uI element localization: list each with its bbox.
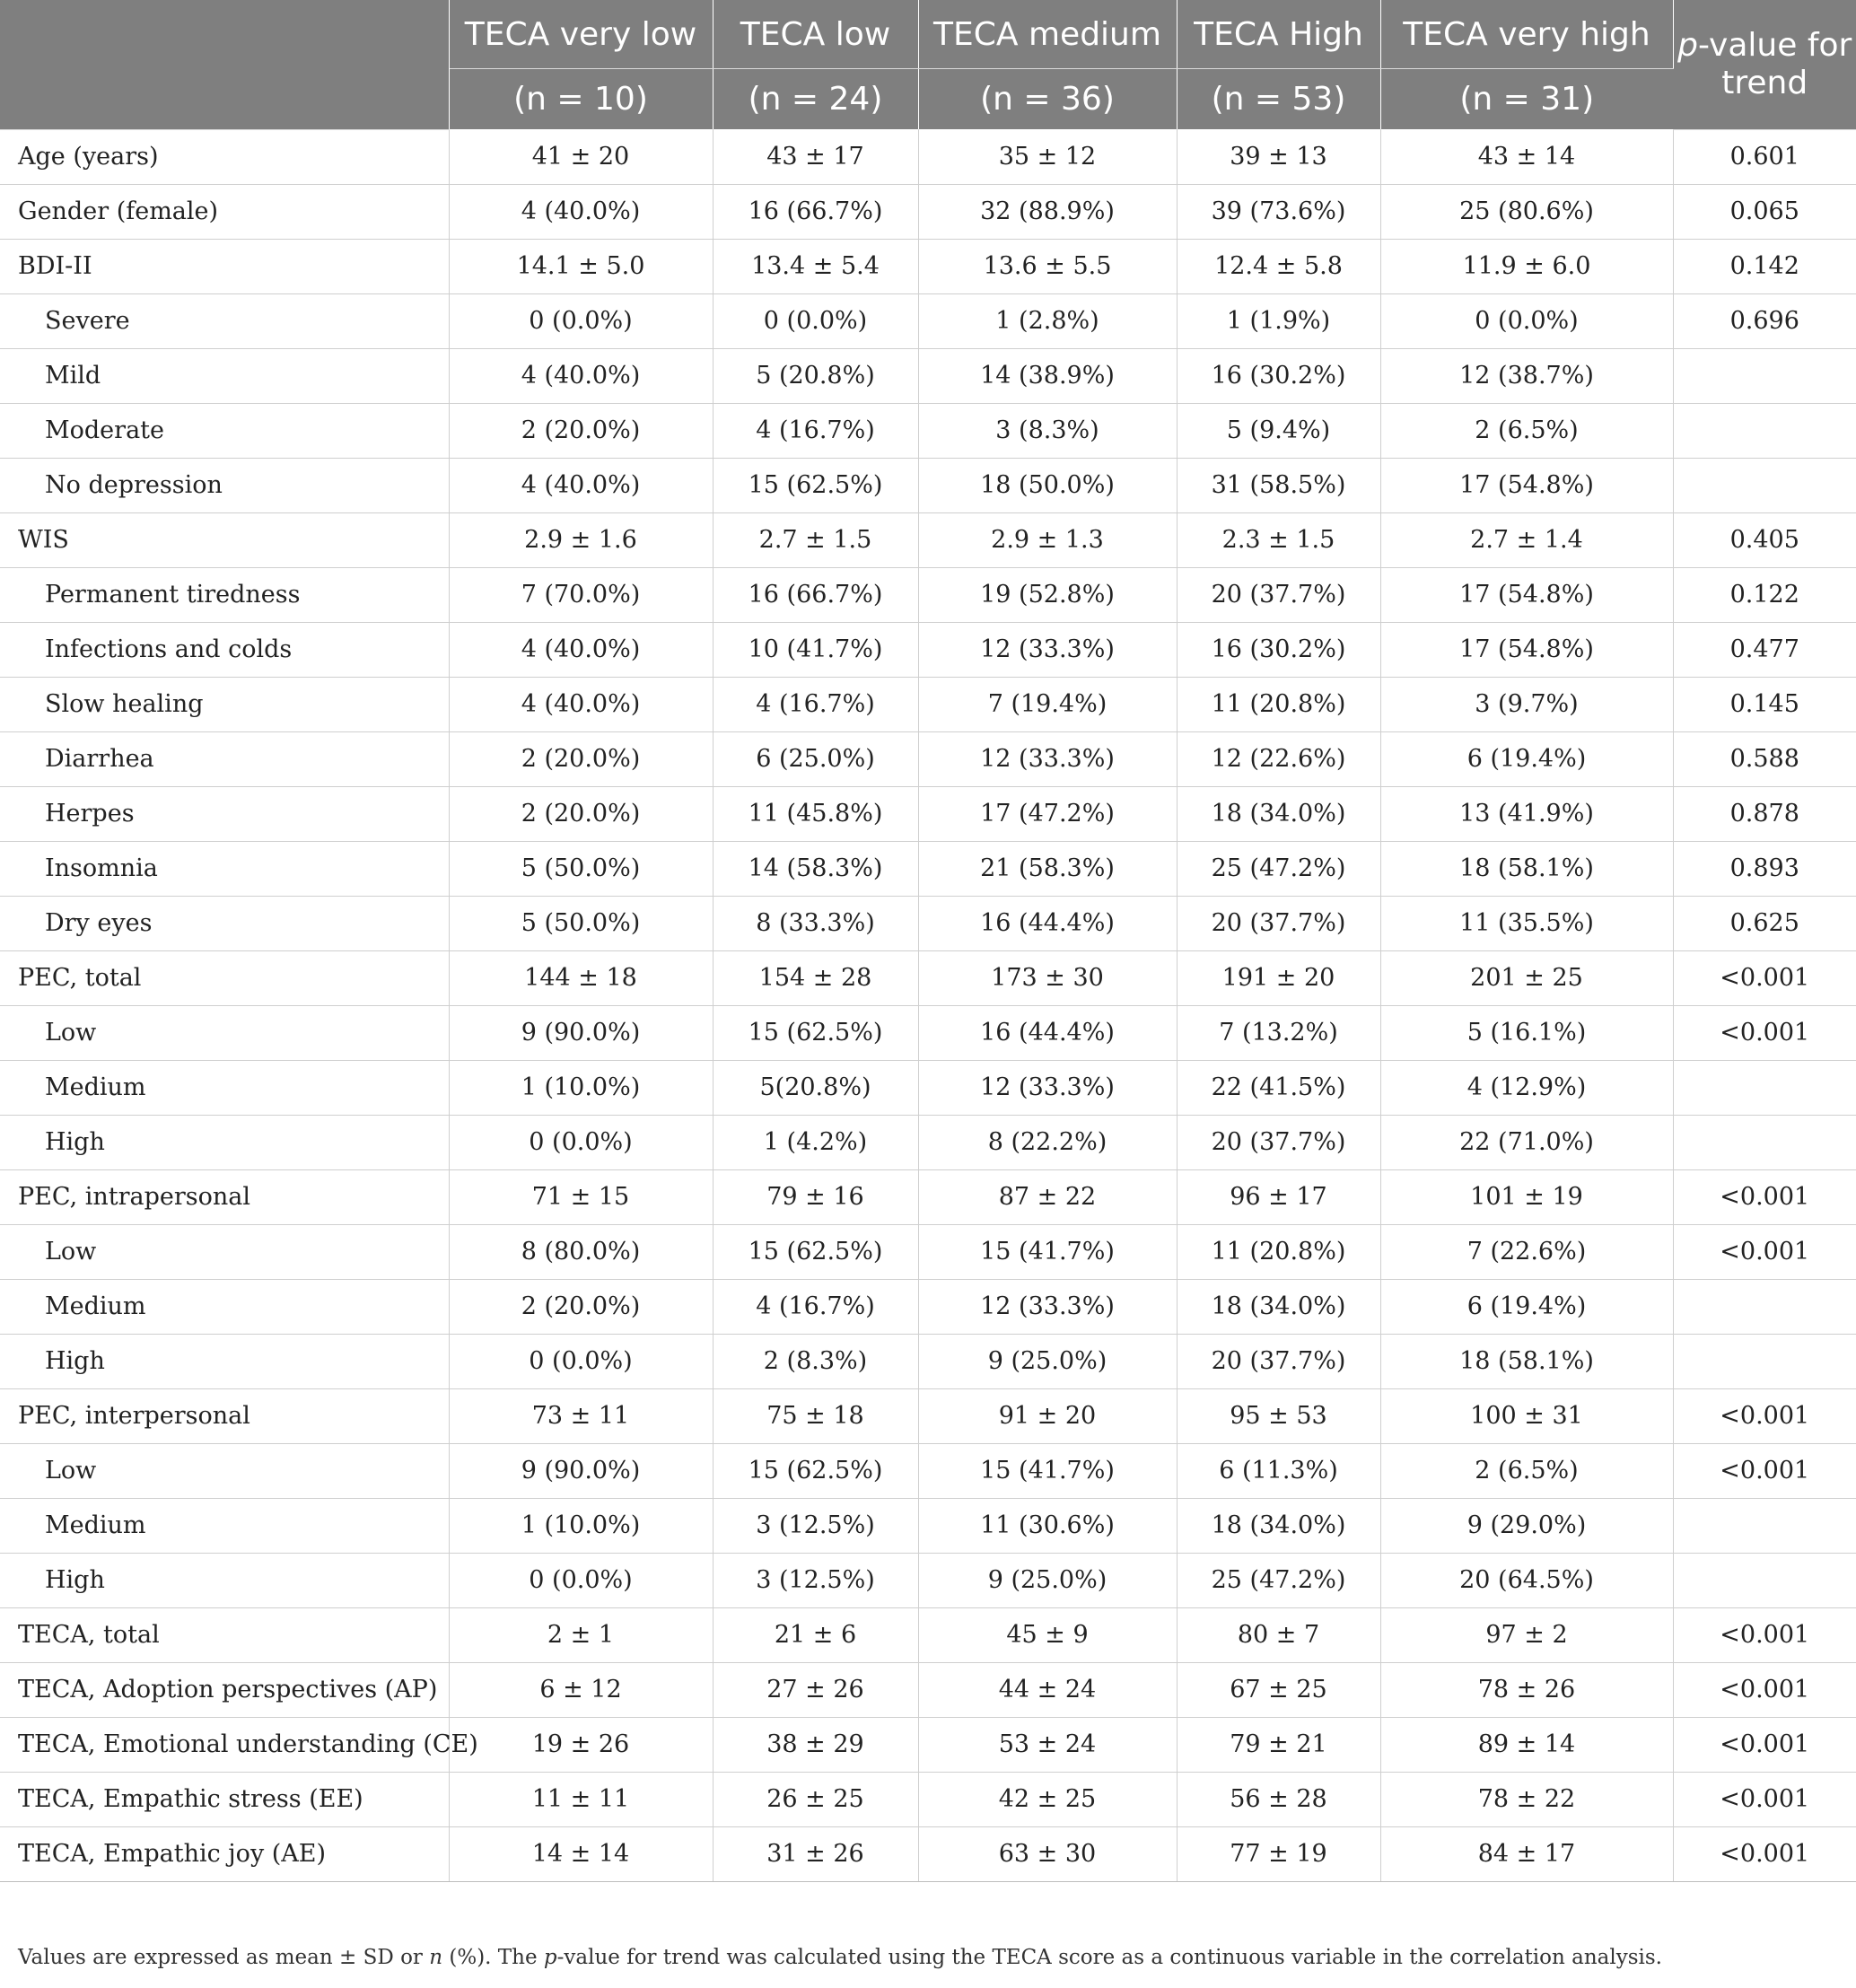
cell-low: 15 (62.5%) — [713, 1005, 918, 1060]
cell-very-low: 0 (0.0%) — [449, 1334, 713, 1388]
cell-very-low: 9 (90.0%) — [449, 1443, 713, 1498]
cell-low: 11 (45.8%) — [713, 786, 918, 841]
cell-high: 80 ± 7 — [1177, 1607, 1380, 1662]
cell-medium: 53 ± 24 — [918, 1717, 1177, 1772]
row-label: Infections and colds — [0, 622, 449, 677]
row-label: Permanent tiredness — [0, 567, 449, 622]
cell-p-value — [1673, 458, 1856, 512]
cell-very-high: 78 ± 22 — [1380, 1772, 1673, 1826]
cell-very-high: 43 ± 14 — [1380, 129, 1673, 184]
cell-very-low: 7 (70.0%) — [449, 567, 713, 622]
row-label: Slow healing — [0, 677, 449, 731]
row-label: TECA, Empathic stress (EE) — [0, 1772, 449, 1826]
table-row — [0, 786, 1856, 841]
cell-medium: 12 (33.3%) — [918, 1060, 1177, 1115]
row-label: High — [0, 1553, 449, 1607]
table-footnote — [18, 1946, 1662, 1969]
cell-p-value — [1673, 348, 1856, 403]
row-label: Mild — [0, 348, 449, 403]
cell-very-high: 6 (19.4%) — [1380, 731, 1673, 786]
row-label: TECA, Empathic joy (AE) — [0, 1826, 449, 1881]
row-label: Herpes — [0, 786, 449, 841]
table-row — [0, 1005, 1856, 1060]
cell-high: 191 ± 20 — [1177, 950, 1380, 1005]
table-row — [0, 1388, 1856, 1443]
cell-very-high: 22 (71.0%) — [1380, 1115, 1673, 1169]
cell-p-value: 0.878 — [1673, 786, 1856, 841]
cell-very-high: 11.9 ± 6.0 — [1380, 239, 1673, 293]
cell-medium: 44 ± 24 — [918, 1662, 1177, 1717]
cell-very-low: 41 ± 20 — [449, 129, 713, 184]
table-row — [0, 293, 1856, 348]
cell-high: 12 (22.6%) — [1177, 731, 1380, 786]
cell-high: 11 (20.8%) — [1177, 677, 1380, 731]
cell-medium: 63 ± 30 — [918, 1826, 1177, 1881]
row-label: BDI-II — [0, 239, 449, 293]
row-label: Insomnia — [0, 841, 449, 896]
cell-p-value: 0.405 — [1673, 512, 1856, 567]
cell-very-high: 9 (29.0%) — [1380, 1498, 1673, 1553]
cell-very-high: 6 (19.4%) — [1380, 1279, 1673, 1334]
cell-p-value: <0.001 — [1673, 1388, 1856, 1443]
cell-very-low: 2 (20.0%) — [449, 786, 713, 841]
row-label: Dry eyes — [0, 896, 449, 950]
row-label: High — [0, 1115, 449, 1169]
cell-very-high: 2.7 ± 1.4 — [1380, 512, 1673, 567]
cell-very-low: 0 (0.0%) — [449, 1115, 713, 1169]
cell-high: 1 (1.9%) — [1177, 293, 1380, 348]
cell-p-value: <0.001 — [1673, 1005, 1856, 1060]
cell-medium: 2.9 ± 1.3 — [918, 512, 1177, 567]
cell-low: 1 (4.2%) — [713, 1115, 918, 1169]
cell-p-value: 0.477 — [1673, 622, 1856, 677]
cell-medium: 3 (8.3%) — [918, 403, 1177, 458]
cell-high: 25 (47.2%) — [1177, 1553, 1380, 1607]
cell-very-high: 97 ± 2 — [1380, 1607, 1673, 1662]
cell-very-low: 2.9 ± 1.6 — [449, 512, 713, 567]
cell-medium: 15 (41.7%) — [918, 1224, 1177, 1279]
cell-very-high: 3 (9.7%) — [1380, 677, 1673, 731]
cell-high: 18 (34.0%) — [1177, 1498, 1380, 1553]
row-label: No depression — [0, 458, 449, 512]
cell-very-low: 2 (20.0%) — [449, 731, 713, 786]
header-n-high: (n = 53) — [1177, 69, 1380, 130]
cell-low: 0 (0.0%) — [713, 293, 918, 348]
cell-p-value: 0.588 — [1673, 731, 1856, 786]
row-label: Severe — [0, 293, 449, 348]
header-n-very-low: (n = 10) — [449, 69, 713, 130]
cell-p-value: 0.122 — [1673, 567, 1856, 622]
cell-high: 7 (13.2%) — [1177, 1005, 1380, 1060]
cell-medium: 173 ± 30 — [918, 950, 1177, 1005]
cell-high: 95 ± 53 — [1177, 1388, 1380, 1443]
footnote-part1: Values are expressed as mean ± SD or — [18, 1946, 430, 1969]
cell-low: 4 (16.7%) — [713, 1279, 918, 1334]
cell-medium: 91 ± 20 — [918, 1388, 1177, 1443]
cell-p-value: <0.001 — [1673, 1717, 1856, 1772]
header-n-medium: (n = 36) — [918, 69, 1177, 130]
cell-high: 20 (37.7%) — [1177, 1115, 1380, 1169]
row-label: Low — [0, 1005, 449, 1060]
header-corner-cell — [0, 0, 449, 129]
row-label: TECA, total — [0, 1607, 449, 1662]
table-header — [0, 0, 1856, 129]
cell-high: 18 (34.0%) — [1177, 786, 1380, 841]
cell-medium: 7 (19.4%) — [918, 677, 1177, 731]
header-col-high: TECA High — [1177, 0, 1380, 69]
cell-low: 2 (8.3%) — [713, 1334, 918, 1388]
table-row — [0, 512, 1856, 567]
cell-very-high: 78 ± 26 — [1380, 1662, 1673, 1717]
cell-high: 20 (37.7%) — [1177, 567, 1380, 622]
cell-medium: 16 (44.4%) — [918, 1005, 1177, 1060]
cell-very-high: 17 (54.8%) — [1380, 458, 1673, 512]
cell-low: 5(20.8%) — [713, 1060, 918, 1115]
cell-low: 5 (20.8%) — [713, 348, 918, 403]
cell-very-high: 0 (0.0%) — [1380, 293, 1673, 348]
cell-high: 39 ± 13 — [1177, 129, 1380, 184]
cell-low: 13.4 ± 5.4 — [713, 239, 918, 293]
cell-very-low: 4 (40.0%) — [449, 622, 713, 677]
cell-low: 15 (62.5%) — [713, 1443, 918, 1498]
cell-high: 20 (37.7%) — [1177, 1334, 1380, 1388]
cell-medium: 15 (41.7%) — [918, 1443, 1177, 1498]
cell-very-low: 14 ± 14 — [449, 1826, 713, 1881]
row-label: WIS — [0, 512, 449, 567]
table-row — [0, 841, 1856, 896]
row-label: Diarrhea — [0, 731, 449, 786]
cell-medium: 42 ± 25 — [918, 1772, 1177, 1826]
cell-low: 26 ± 25 — [713, 1772, 918, 1826]
cell-high: 12.4 ± 5.8 — [1177, 239, 1380, 293]
table-row — [0, 239, 1856, 293]
cell-medium: 17 (47.2%) — [918, 786, 1177, 841]
table-row — [0, 677, 1856, 731]
cell-medium: 16 (44.4%) — [918, 896, 1177, 950]
row-label: High — [0, 1334, 449, 1388]
cell-p-value — [1673, 1279, 1856, 1334]
cell-high: 11 (20.8%) — [1177, 1224, 1380, 1279]
row-label: Low — [0, 1224, 449, 1279]
cell-low: 3 (12.5%) — [713, 1498, 918, 1553]
cell-very-low: 0 (0.0%) — [449, 293, 713, 348]
cell-p-value: <0.001 — [1673, 1224, 1856, 1279]
header-col-very-high: TECA very high — [1380, 0, 1673, 69]
cell-p-value: 0.065 — [1673, 184, 1856, 239]
cell-very-low: 4 (40.0%) — [449, 184, 713, 239]
cell-p-value — [1673, 1060, 1856, 1115]
footnote-p-italic: p — [543, 1946, 557, 1969]
cell-low: 6 (25.0%) — [713, 731, 918, 786]
cell-very-high: 17 (54.8%) — [1380, 567, 1673, 622]
cell-very-high: 18 (58.1%) — [1380, 1334, 1673, 1388]
cell-low: 43 ± 17 — [713, 129, 918, 184]
cell-very-low: 4 (40.0%) — [449, 458, 713, 512]
cell-low: 16 (66.7%) — [713, 184, 918, 239]
cell-p-value: <0.001 — [1673, 1772, 1856, 1826]
cell-low: 21 ± 6 — [713, 1607, 918, 1662]
table-row — [0, 1498, 1856, 1553]
row-label: Medium — [0, 1498, 449, 1553]
table-row — [0, 1279, 1856, 1334]
table-row — [0, 1607, 1856, 1662]
table-row — [0, 1772, 1856, 1826]
cell-very-high: 5 (16.1%) — [1380, 1005, 1673, 1060]
table-row — [0, 1826, 1856, 1881]
cell-low: 10 (41.7%) — [713, 622, 918, 677]
cell-low: 15 (62.5%) — [713, 458, 918, 512]
table-row — [0, 950, 1856, 1005]
header-n-low: (n = 24) — [713, 69, 918, 130]
cell-very-high: 89 ± 14 — [1380, 1717, 1673, 1772]
row-label: PEC, interpersonal — [0, 1388, 449, 1443]
cell-low: 75 ± 18 — [713, 1388, 918, 1443]
cell-medium: 45 ± 9 — [918, 1607, 1177, 1662]
cell-low: 31 ± 26 — [713, 1826, 918, 1881]
cell-p-value — [1673, 1334, 1856, 1388]
row-label: Age (years) — [0, 129, 449, 184]
cell-very-high: 100 ± 31 — [1380, 1388, 1673, 1443]
cell-p-value — [1673, 1115, 1856, 1169]
cell-very-high: 12 (38.7%) — [1380, 348, 1673, 403]
cell-p-value — [1673, 1553, 1856, 1607]
cell-very-high: 7 (22.6%) — [1380, 1224, 1673, 1279]
cell-p-value: 0.625 — [1673, 896, 1856, 950]
cell-p-value: <0.001 — [1673, 1443, 1856, 1498]
cell-high: 5 (9.4%) — [1177, 403, 1380, 458]
cell-low: 27 ± 26 — [713, 1662, 918, 1717]
table-row — [0, 129, 1856, 184]
cell-medium: 8 (22.2%) — [918, 1115, 1177, 1169]
cell-high: 25 (47.2%) — [1177, 841, 1380, 896]
table-row — [0, 403, 1856, 458]
cell-low: 14 (58.3%) — [713, 841, 918, 896]
table-row — [0, 1169, 1856, 1224]
cell-high: 77 ± 19 — [1177, 1826, 1380, 1881]
cell-very-low: 4 (40.0%) — [449, 677, 713, 731]
cell-very-low: 19 ± 26 — [449, 1717, 713, 1772]
cell-low: 38 ± 29 — [713, 1717, 918, 1772]
cell-medium: 18 (50.0%) — [918, 458, 1177, 512]
table-row — [0, 567, 1856, 622]
header-col-low: TECA low — [713, 0, 918, 69]
table-row — [0, 1443, 1856, 1498]
cell-high: 16 (30.2%) — [1177, 348, 1380, 403]
cell-very-high: 13 (41.9%) — [1380, 786, 1673, 841]
cell-very-high: 84 ± 17 — [1380, 1826, 1673, 1881]
cell-medium: 1 (2.8%) — [918, 293, 1177, 348]
header-col-very-low: TECA very low — [449, 0, 713, 69]
cell-p-value: 0.601 — [1673, 129, 1856, 184]
row-label: TECA, Emotional understanding (CE) — [0, 1717, 449, 1772]
cell-p-value: 0.696 — [1673, 293, 1856, 348]
cell-high: 56 ± 28 — [1177, 1772, 1380, 1826]
cell-medium: 87 ± 22 — [918, 1169, 1177, 1224]
p-italic: p — [1677, 26, 1699, 64]
cell-p-value: <0.001 — [1673, 1662, 1856, 1717]
cell-very-low: 0 (0.0%) — [449, 1553, 713, 1607]
table-row — [0, 1334, 1856, 1388]
row-label: Gender (female) — [0, 184, 449, 239]
header-n-very-high: (n = 31) — [1380, 69, 1673, 130]
cell-low: 4 (16.7%) — [713, 403, 918, 458]
cell-very-low: 8 (80.0%) — [449, 1224, 713, 1279]
cell-high: 39 (73.6%) — [1177, 184, 1380, 239]
cell-medium: 13.6 ± 5.5 — [918, 239, 1177, 293]
cell-very-low: 4 (40.0%) — [449, 348, 713, 403]
cell-very-low: 1 (10.0%) — [449, 1060, 713, 1115]
cell-low: 154 ± 28 — [713, 950, 918, 1005]
cell-low: 4 (16.7%) — [713, 677, 918, 731]
cell-low: 16 (66.7%) — [713, 567, 918, 622]
cell-low: 15 (62.5%) — [713, 1224, 918, 1279]
cell-p-value — [1673, 403, 1856, 458]
cell-very-low: 1 (10.0%) — [449, 1498, 713, 1553]
cell-medium: 12 (33.3%) — [918, 622, 1177, 677]
cell-high: 2.3 ± 1.5 — [1177, 512, 1380, 567]
cell-medium: 14 (38.9%) — [918, 348, 1177, 403]
cell-medium: 35 ± 12 — [918, 129, 1177, 184]
cell-very-low: 6 ± 12 — [449, 1662, 713, 1717]
header-p-value-trend — [1673, 0, 1856, 129]
cell-p-value: 0.142 — [1673, 239, 1856, 293]
cell-p-value: 0.145 — [1673, 677, 1856, 731]
cell-low: 3 (12.5%) — [713, 1553, 918, 1607]
table-row — [0, 1115, 1856, 1169]
table-row — [0, 1662, 1856, 1717]
cell-very-low: 5 (50.0%) — [449, 896, 713, 950]
cell-very-high: 17 (54.8%) — [1380, 622, 1673, 677]
header-row-group-names — [0, 0, 1856, 69]
cell-low: 8 (33.3%) — [713, 896, 918, 950]
cell-high: 20 (37.7%) — [1177, 896, 1380, 950]
table-row — [0, 1224, 1856, 1279]
table-row — [0, 1060, 1856, 1115]
cell-very-low: 2 (20.0%) — [449, 1279, 713, 1334]
cell-very-high: 201 ± 25 — [1380, 950, 1673, 1005]
row-label: TECA, Adoption perspectives (AP) — [0, 1662, 449, 1717]
cell-high: 31 (58.5%) — [1177, 458, 1380, 512]
cell-medium: 12 (33.3%) — [918, 731, 1177, 786]
cell-medium: 32 (88.9%) — [918, 184, 1177, 239]
row-label: Moderate — [0, 403, 449, 458]
cell-low: 79 ± 16 — [713, 1169, 918, 1224]
header-col-medium: TECA medium — [918, 0, 1177, 69]
p-value-label: -value for trend — [1698, 26, 1852, 101]
cell-p-value: 0.893 — [1673, 841, 1856, 896]
cell-high: 96 ± 17 — [1177, 1169, 1380, 1224]
row-label: Medium — [0, 1279, 449, 1334]
cell-very-high: 25 (80.6%) — [1380, 184, 1673, 239]
cell-very-low: 71 ± 15 — [449, 1169, 713, 1224]
row-label: PEC, intrapersonal — [0, 1169, 449, 1224]
footnote-n-italic: n — [429, 1946, 443, 1969]
cell-very-high: 101 ± 19 — [1380, 1169, 1673, 1224]
cell-very-low: 144 ± 18 — [449, 950, 713, 1005]
table-body — [0, 129, 1856, 1881]
cell-medium: 11 (30.6%) — [918, 1498, 1177, 1553]
table-row — [0, 731, 1856, 786]
cell-very-high: 2 (6.5%) — [1380, 403, 1673, 458]
cell-very-low: 2 (20.0%) — [449, 403, 713, 458]
cell-very-high: 11 (35.5%) — [1380, 896, 1673, 950]
cell-high: 16 (30.2%) — [1177, 622, 1380, 677]
table-row — [0, 1553, 1856, 1607]
cell-very-low: 5 (50.0%) — [449, 841, 713, 896]
cell-medium: 9 (25.0%) — [918, 1553, 1177, 1607]
cell-low: 2.7 ± 1.5 — [713, 512, 918, 567]
cell-p-value — [1673, 1498, 1856, 1553]
cell-high: 79 ± 21 — [1177, 1717, 1380, 1772]
table-row — [0, 458, 1856, 512]
cell-medium: 9 (25.0%) — [918, 1334, 1177, 1388]
cell-very-low: 9 (90.0%) — [449, 1005, 713, 1060]
cell-medium: 19 (52.8%) — [918, 567, 1177, 622]
cell-high: 22 (41.5%) — [1177, 1060, 1380, 1115]
cell-very-low: 73 ± 11 — [449, 1388, 713, 1443]
cell-high: 67 ± 25 — [1177, 1662, 1380, 1717]
cell-p-value: <0.001 — [1673, 1826, 1856, 1881]
table-row — [0, 1717, 1856, 1772]
cell-very-high: 20 (64.5%) — [1380, 1553, 1673, 1607]
cell-p-value: <0.001 — [1673, 1169, 1856, 1224]
footnote-part3: -value for trend was calculated using the TECA score as a continuous variable in the correlation analysis. — [556, 1946, 1662, 1969]
row-label: PEC, total — [0, 950, 449, 1005]
table-row — [0, 622, 1856, 677]
cell-high: 18 (34.0%) — [1177, 1279, 1380, 1334]
cell-very-low: 11 ± 11 — [449, 1772, 713, 1826]
cell-medium: 12 (33.3%) — [918, 1279, 1177, 1334]
cell-high: 6 (11.3%) — [1177, 1443, 1380, 1498]
cell-very-high: 18 (58.1%) — [1380, 841, 1673, 896]
cell-medium: 21 (58.3%) — [918, 841, 1177, 896]
cell-very-low: 2 ± 1 — [449, 1607, 713, 1662]
table-row — [0, 896, 1856, 950]
cell-very-high: 4 (12.9%) — [1380, 1060, 1673, 1115]
row-label: Low — [0, 1443, 449, 1498]
row-label: Medium — [0, 1060, 449, 1115]
cell-very-low: 14.1 ± 5.0 — [449, 239, 713, 293]
cell-p-value: <0.001 — [1673, 950, 1856, 1005]
footnote-part2: (%). The — [442, 1946, 544, 1969]
table-row — [0, 184, 1856, 239]
table-row — [0, 348, 1856, 403]
cell-very-high: 2 (6.5%) — [1380, 1443, 1673, 1498]
cell-p-value: <0.001 — [1673, 1607, 1856, 1662]
